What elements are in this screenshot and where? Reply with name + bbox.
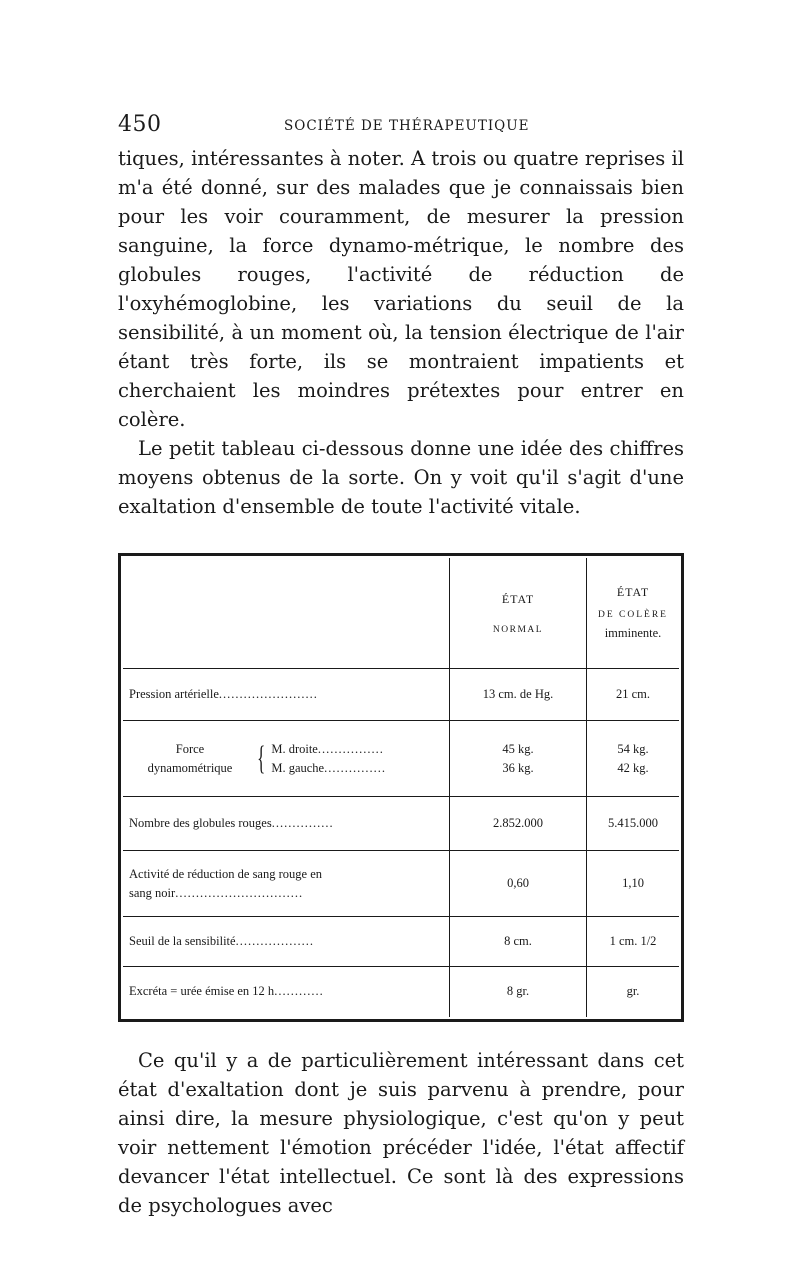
globules-label-text: Nombre des globules rouges <box>129 816 272 830</box>
header-normal-label: NORMAL <box>492 624 544 635</box>
activite-label-line1: Activité de réduction de sang rouge en <box>129 866 322 881</box>
brace-icon: { <box>257 739 266 777</box>
force-label-line2: dynamométrique <box>147 760 233 775</box>
force-normal <box>450 721 587 797</box>
pression-normal: 13 cm. de Hg. <box>450 669 587 721</box>
seuil-normal: 8 cm. <box>450 917 587 967</box>
row-activite-label <box>123 851 450 917</box>
force-sub-labels <box>271 740 386 778</box>
row-seuil-label <box>123 917 450 967</box>
row-globules-label <box>123 797 450 851</box>
table-row <box>123 917 679 967</box>
dot-leader: ............... <box>324 760 386 775</box>
force-normal-droite: 45 kg. <box>502 741 534 756</box>
table-row <box>123 851 679 917</box>
row-force-label <box>123 721 450 797</box>
pression-label-text: Pression artérielle <box>129 687 219 701</box>
force-colere-gauche: 42 kg. <box>617 760 649 775</box>
dot-leader: ............ <box>274 984 324 999</box>
header-colere-etat: ÉTAT <box>616 585 650 599</box>
table-header-colere <box>587 558 680 669</box>
table-row <box>123 967 679 1017</box>
force-colere-droite: 54 kg. <box>617 741 649 756</box>
excreta-normal: 8 gr. <box>450 967 587 1017</box>
book-page <box>118 112 684 1220</box>
dot-leader: ................ <box>317 741 384 756</box>
activite-label-line2: sang noir <box>129 885 176 900</box>
dot-leader: ................... <box>235 934 314 948</box>
paragraph-3: Ce qu'il y a de particulièrement intéressant dans cet état d'exaltation dont je suis parvenu à prendre, pour ainsi dire, la mesure physiologique, c'est qu'on y peut voir nettement l'émotion précéder l'idée, l'état affectif devancer l'état intellectuel. Ce sont là des expressions de psychologues avec <box>118 1048 684 1217</box>
dot-leader: ............... <box>271 816 334 830</box>
table-header-empty <box>123 558 450 669</box>
excreta-label-text: Excréta = urée émise en 12 h <box>129 984 275 999</box>
excreta-colere: gr. <box>626 984 640 999</box>
table-row <box>123 669 679 721</box>
measurements-table <box>118 553 684 1022</box>
header-normal-etat: ÉTAT <box>501 591 535 606</box>
table-header-row <box>123 558 679 669</box>
globules-normal: 2.852.000 <box>450 797 587 851</box>
force-sub-droite: M. droite <box>271 741 318 756</box>
pression-colere: 21 cm. <box>587 669 680 721</box>
table-row <box>123 797 679 851</box>
page-header <box>118 112 684 142</box>
running-head: SOCIÉTÉ DE THÉRAPEUTIQUE <box>284 118 530 134</box>
seuil-label-text: Seuil de la sensibilité <box>129 934 236 948</box>
paragraph-2: Le petit tableau ci-dessous donne une idée des chiffres moyens obtenus de la sorte. On y voit qu'il s'agit d'une exaltation d'ensemble de toute l'activité vitale. <box>118 437 684 518</box>
paragraph-1: tiques, intéressantes à noter. A trois ou quatre reprises il m'a été donné, sur des malades que je connaissais bien pour les voir couramment, de mesurer la pression sanguine, la force dynamo-métrique, le nombre des globules rouges, l'activité de réduction de l'oxyhémoglobine, les variations du seuil de la sensibilité, à un moment où, la tension électrique de l'air étant très forte, ils se montraient impatients et cherchaient les moindres prétextes pour entrer en colère. <box>118 147 684 431</box>
force-sub-gauche: M. gauche <box>271 760 325 775</box>
header-colere-label: DE COLÈRE <box>598 610 668 620</box>
row-pression-label <box>123 669 450 721</box>
force-normal-gauche: 36 kg. <box>502 760 534 775</box>
activite-normal: 0,60 <box>450 851 587 917</box>
table-header-normal <box>450 558 587 669</box>
row-excreta-label <box>123 967 450 1017</box>
globules-colere: 5.415.000 <box>587 797 680 851</box>
page-number: 450 <box>118 112 162 137</box>
seuil-colere: 1 cm. 1/2 <box>587 917 680 967</box>
force-colere <box>587 721 680 797</box>
dot-leader: ........................ <box>218 687 318 701</box>
activite-colere: 1,10 <box>587 851 680 917</box>
header-colere-imminente: imminente. <box>604 626 662 640</box>
table-row <box>123 721 679 797</box>
dot-leader: ............................... <box>175 885 304 900</box>
force-label-line1: Force <box>175 741 205 756</box>
force-group-label <box>129 740 251 778</box>
